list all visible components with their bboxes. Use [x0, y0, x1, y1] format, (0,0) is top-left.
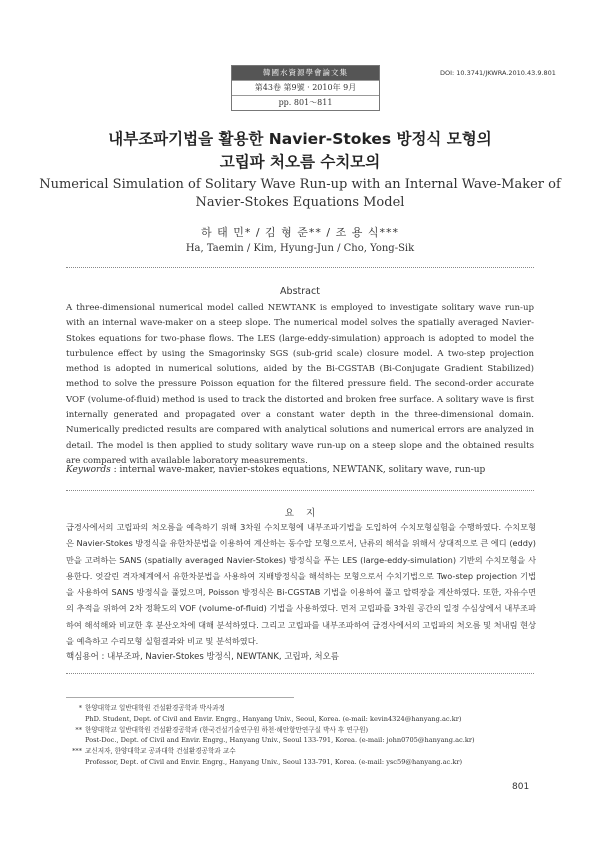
- authors-korean: 하 태 민* / 김 형 준** / 조 용 식***: [200, 226, 399, 239]
- abstract-text: A three-dimensional numerical model called NEWTANK is employed to investigate solitary wave run-up with an internal wave-maker on a steep slope. The numerical model solves the spatially averaged Navier-Stokes equations for two-phase flows. The LES (large-eddy-simulation) approach is adopted to model the turbulence effect by using the Smagorinsky SGS (sub-grid scale) closure model. A two-step projection method is adopted in numerical solutions, aided by the Bi-CGSTAB (Bi-Conjugate Gradient Stabilized) method to solve the pressure Poisson equation for the filtered pressure field. The second-order accurate VOF (volume-of-fluid) method is used to track the distorted and broken free surface. A solitary wave is first internally generated and propagated over a constant water depth in the three-dimensional domain. Numerically predicted results are compared with analytical solutions and numerical errors are analyzed in detail. The model is then applied to study solitary wave run-up on a steep slope and the obtained results are compared with available laboratory measurements.: [66, 303, 534, 466]
- footnote-affiliation-ko: 한양대학교 일반대학원 건설환경공학과 박사과정: [85, 704, 226, 712]
- english-title-line-2: Navier-Stokes Equations Model: [195, 195, 405, 210]
- page-number: 801: [512, 782, 530, 792]
- divider: [66, 673, 534, 674]
- english-title-line-1: Numerical Simulation of Solitary Wave Run-up with an Internal Wave-Maker of: [39, 177, 561, 192]
- authors-english: Ha, Taemin / Kim, Hyung-Jun / Cho, Yong-Sik: [185, 243, 415, 254]
- keywords: [66, 465, 534, 475]
- footnote-affiliation-en: Post-Doc., Dept. of Civil and Envir. Engrg., Hanyang Univ., Seoul 133-791, Korea. (e-mail: john0705@hanyang.ac.kr): [85, 736, 475, 745]
- footnote: [66, 703, 536, 768]
- footnote-mark: *: [78, 704, 82, 712]
- korean-title-line-1: 내부조파기법을 활용한 Navier-Stokes 방정식 모형의: [108, 130, 492, 148]
- footnote-rule: [66, 697, 294, 698]
- journal-pages: pp. 801～811: [232, 95, 379, 110]
- divider: [66, 490, 534, 491]
- doi: DOI: 10.3741/JKWRA.2010.43.9.801: [440, 69, 556, 77]
- summary-heading: 요 지: [284, 508, 316, 519]
- keywords-text: : internal wave-maker, navier-stokes equations, NEWTANK, solitary wave, run-up: [113, 465, 486, 475]
- journal-info-box: [231, 65, 380, 111]
- journal-name: 韓國水資源學會論文集: [232, 66, 379, 80]
- footnote-affiliation-ko: 한양대학교 일반대학원 건설환경공학과 (한국건설기술연구원 하천·해안항만연구실 박사 후 연구원): [85, 725, 369, 734]
- keywords-label: Keywords: [66, 465, 111, 475]
- korean-title-line-2: 고립파 처오름 수치모의: [219, 153, 381, 171]
- footnote-affiliation-en: Professor, Dept. of Civil and Envir. Engrg., Hanyang Univ., Seoul 133-791, Korea. (e-mail: ysc59@hanyang.ac.kr): [85, 757, 463, 766]
- footnote-affiliation-ko: 교신저자, 한양대학교 공과대학 건설환경공학과 교수: [85, 747, 236, 756]
- summary-text: 급경사에서의 고립파의 처오름을 예측하기 위해 3차원 수치모형에 내부조파기법을 도입하여 수치모형실험을 수행하였다. 수치모형은 Navier-Stokes 방정식을 유한차분법을 이용하여 계산하는 동수압 모형으로서, 난류의 해석을 위해서 상대적으로 큰 에디 (eddy)만을 고려하는 SANS (spatially averaged Navier-Stokes) 방정식을 푸는 LES (large-eddy-simulation) 기반의 수치모형을 사용한다. 엇갈린 격자체계에서 유한차분법을 사용하여 지배방정식을 해석하는 모형으로서 수치기법으로 Two-step projection 기법을 사용하여 SANS 방정식을 풀었으며, Poisson 방정식은 Bi-CGSTAB 기법을 이용하여 풀고 압력장을 계산하였다. 또한, 자유수면의 추적을 위하여 2차 정확도의 VOF (volume-of-fluid) 기법을 사용하였다. 먼저 고립파를 3차원 공간의 일정 수심상에서 내부조파하여 해석해와 비교한 후 분산오차에 대해 분석하였다. 그리고 고립파를 내부조파하여 급경사에서의 고립파의 처오름 및 처내림 현상을 예측하고 수리모형 실험결과와 비교 및 분석하였다.: [66, 522, 536, 647]
- divider: [66, 267, 534, 268]
- footnote-mark: ***: [72, 747, 82, 756]
- footnote-mark: **: [75, 725, 82, 734]
- abstract-heading: Abstract: [280, 286, 320, 297]
- footnote-affiliation-en: PhD. Student, Dept. of Civil and Envir. Engrg., Hanyang Univ., Seoul, Korea. (e-mail: kevin4324@hanyang.ac.kr): [85, 714, 462, 723]
- keywords-korean: 핵심용어 : 내부조파, Navier-Stokes 방정식, NEWTANK, 고립파, 처오름: [66, 652, 339, 662]
- journal-volume: 第43卷 第9號 · 2010年 9月: [232, 80, 379, 95]
